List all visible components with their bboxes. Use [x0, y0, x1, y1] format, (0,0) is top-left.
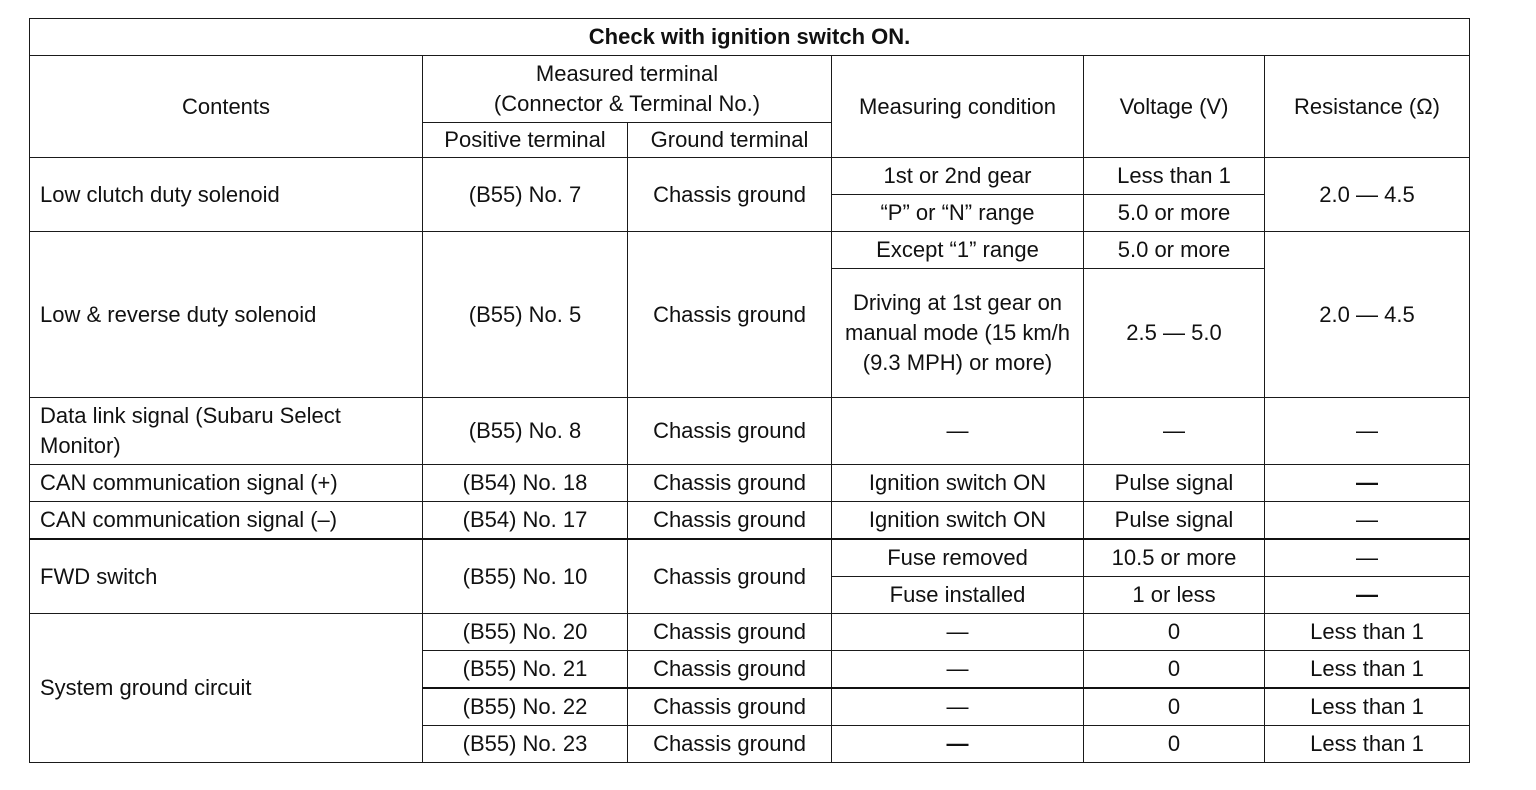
- system-ground-condition-2: —: [832, 651, 1084, 689]
- data-link-voltage: —: [1084, 398, 1265, 465]
- data-link-condition: —: [832, 398, 1084, 465]
- system-ground-condition-1: —: [832, 614, 1084, 651]
- can-minus-contents: CAN communication signal (–): [30, 502, 423, 540]
- low-clutch-condition-1: 1st or 2nd gear: [832, 158, 1084, 195]
- header-voltage: Voltage (V): [1084, 56, 1265, 158]
- can-minus-ground: Chassis ground: [628, 502, 832, 540]
- system-ground-positive-2: (B55) No. 21: [423, 651, 628, 689]
- system-ground-voltage-4: 0: [1084, 726, 1265, 763]
- fwd-resistance-2: —: [1265, 577, 1470, 614]
- can-minus-condition: Ignition switch ON: [832, 502, 1084, 540]
- data-link-contents: Data link signal (Subaru Select Monitor): [30, 398, 423, 465]
- low-clutch-voltage-2: 5.0 or more: [1084, 195, 1265, 232]
- can-minus-positive: (B54) No. 17: [423, 502, 628, 540]
- fwd-voltage-2: 1 or less: [1084, 577, 1265, 614]
- low-clutch-ground: Chassis ground: [628, 158, 832, 232]
- can-plus-positive: (B54) No. 18: [423, 465, 628, 502]
- system-ground-resistance-4: Less than 1: [1265, 726, 1470, 763]
- header-measuring-condition: Measuring condition: [832, 56, 1084, 158]
- header-measured-terminal: [423, 56, 832, 123]
- can-minus-resistance: —: [1265, 502, 1470, 540]
- fwd-condition-1: Fuse removed: [832, 539, 1084, 577]
- system-ground-condition-3: —: [832, 688, 1084, 726]
- system-ground-condition-4: —: [832, 726, 1084, 763]
- can-minus-voltage: Pulse signal: [1084, 502, 1265, 540]
- data-link-resistance: —: [1265, 398, 1470, 465]
- low-reverse-voltage-1: 5.0 or more: [1084, 232, 1265, 269]
- low-clutch-voltage-1: Less than 1: [1084, 158, 1265, 195]
- low-reverse-positive: (B55) No. 5: [423, 232, 628, 398]
- system-ground-voltage-1: 0: [1084, 614, 1265, 651]
- low-reverse-condition-1: Except “1” range: [832, 232, 1084, 269]
- can-plus-contents: CAN communication signal (+): [30, 465, 423, 502]
- header-measured-terminal-line1: Measured terminal: [535, 61, 719, 86]
- fwd-contents: FWD switch: [30, 539, 423, 614]
- system-ground-resistance-3: Less than 1: [1265, 688, 1470, 726]
- system-ground-ground-3: Chassis ground: [628, 688, 832, 726]
- header-resistance: Resistance (Ω): [1265, 56, 1470, 158]
- system-ground-voltage-3: 0: [1084, 688, 1265, 726]
- header-ground-terminal: Ground terminal: [628, 123, 832, 158]
- system-ground-resistance-2: Less than 1: [1265, 651, 1470, 689]
- header-measured-terminal-line2: (Connector & Terminal No.): [493, 91, 761, 116]
- low-reverse-resistance: 2.0 — 4.5: [1265, 232, 1470, 398]
- system-ground-ground-2: Chassis ground: [628, 651, 832, 689]
- low-clutch-condition-2: “P” or “N” range: [832, 195, 1084, 232]
- low-clutch-contents: Low clutch duty solenoid: [30, 158, 423, 232]
- system-ground-positive-4: (B55) No. 23: [423, 726, 628, 763]
- fwd-ground: Chassis ground: [628, 539, 832, 614]
- system-ground-contents: System ground circuit: [30, 614, 423, 763]
- low-reverse-contents: Low & reverse duty solenoid: [30, 232, 423, 398]
- low-reverse-voltage-2: 2.5 — 5.0: [1084, 269, 1265, 398]
- data-link-positive: (B55) No. 8: [423, 398, 628, 465]
- can-plus-voltage: Pulse signal: [1084, 465, 1265, 502]
- system-ground-ground-4: Chassis ground: [628, 726, 832, 763]
- system-ground-positive-3: (B55) No. 22: [423, 688, 628, 726]
- fwd-resistance-1: —: [1265, 539, 1470, 577]
- can-plus-resistance: —: [1265, 465, 1470, 502]
- low-reverse-condition-2: Driving at 1st gear on manual mode (15 km/h (9.3 MPH) or more): [832, 269, 1084, 398]
- inspection-table: [29, 18, 1470, 763]
- table-title: Check with ignition switch ON.: [30, 19, 1470, 56]
- fwd-positive: (B55) No. 10: [423, 539, 628, 614]
- fwd-voltage-1: 10.5 or more: [1084, 539, 1265, 577]
- low-clutch-positive: (B55) No. 7: [423, 158, 628, 232]
- header-contents: Contents: [30, 56, 423, 158]
- system-ground-resistance-1: Less than 1: [1265, 614, 1470, 651]
- low-clutch-resistance: 2.0 — 4.5: [1265, 158, 1470, 232]
- fwd-condition-2: Fuse installed: [832, 577, 1084, 614]
- can-plus-condition: Ignition switch ON: [832, 465, 1084, 502]
- low-reverse-ground: Chassis ground: [628, 232, 832, 398]
- system-ground-voltage-2: 0: [1084, 651, 1265, 689]
- system-ground-ground-1: Chassis ground: [628, 614, 832, 651]
- can-plus-ground: Chassis ground: [628, 465, 832, 502]
- system-ground-positive-1: (B55) No. 20: [423, 614, 628, 651]
- header-positive-terminal: Positive terminal: [423, 123, 628, 158]
- data-link-ground: Chassis ground: [628, 398, 832, 465]
